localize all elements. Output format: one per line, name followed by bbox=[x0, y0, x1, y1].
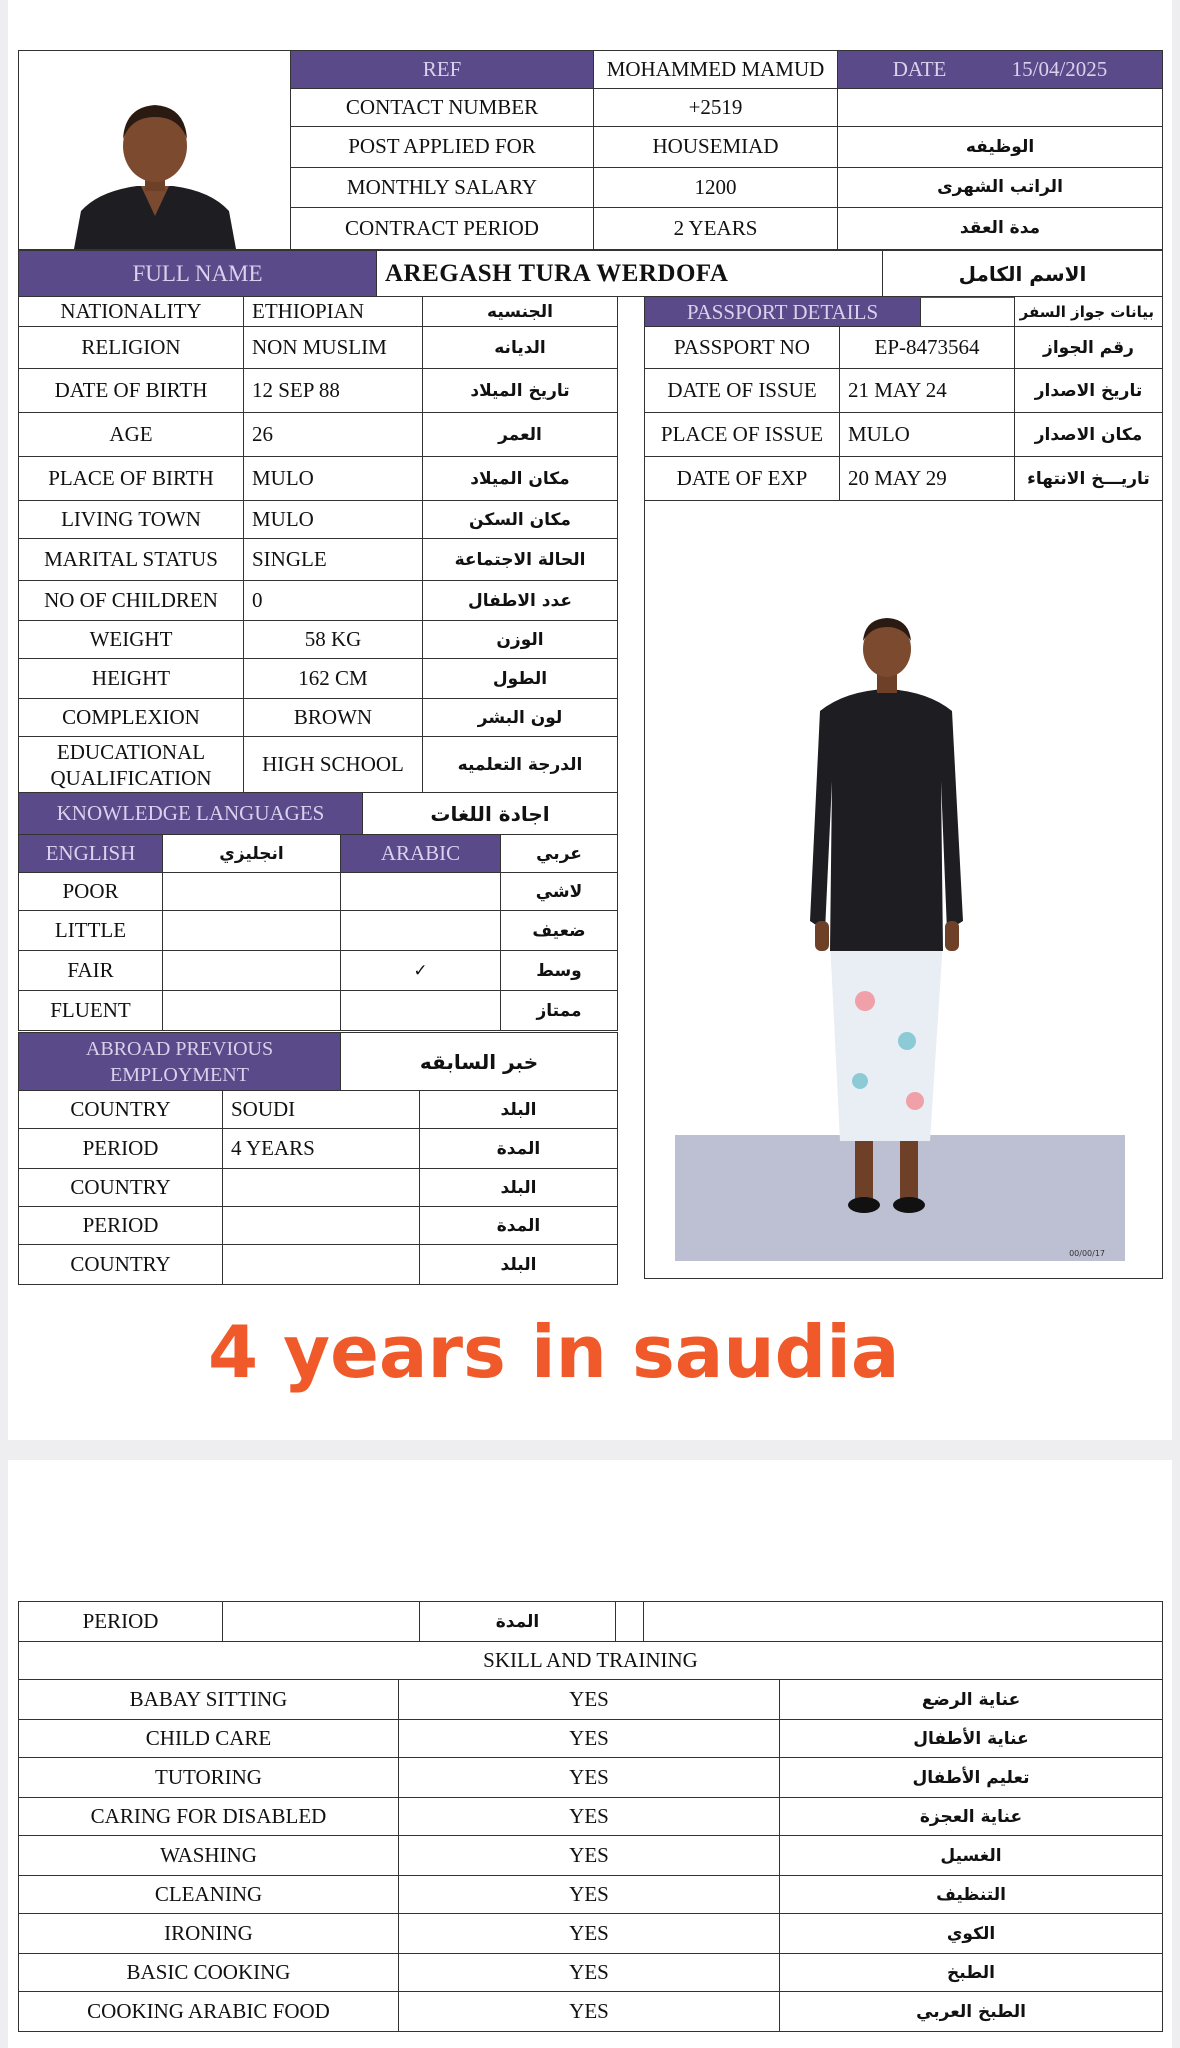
level-fair-arabic-check: ✓ bbox=[341, 951, 501, 991]
employment-period-2-ar: المدة bbox=[420, 1207, 618, 1245]
skill-value: YES bbox=[399, 1954, 780, 1992]
skill-value: YES bbox=[399, 1992, 780, 2032]
skill-ar: عناية الرضع bbox=[780, 1680, 1163, 1720]
nationality-value: ETHIOPIAN bbox=[244, 297, 423, 327]
weight-label: WEIGHT bbox=[19, 621, 244, 659]
fullname-table bbox=[18, 250, 1163, 297]
skill-value: YES bbox=[399, 1798, 780, 1836]
issue-date-ar: تاريخ الاصدار bbox=[1015, 369, 1163, 413]
weight-ar: الوزن bbox=[423, 621, 618, 659]
personal-rows bbox=[19, 297, 618, 793]
education-label: EDUCATIONAL QUALIFICATION bbox=[19, 737, 244, 793]
skill-label: CLEANING bbox=[19, 1876, 399, 1914]
employment-country-2-value bbox=[223, 1169, 420, 1207]
ref-label: REF bbox=[291, 51, 594, 89]
level-little-arabic bbox=[341, 911, 501, 951]
skill-value: YES bbox=[399, 1720, 780, 1758]
employment-country-3-label: COUNTRY bbox=[19, 1245, 223, 1285]
complexion-value: BROWN bbox=[244, 699, 423, 737]
level-fluent-arabic bbox=[341, 991, 501, 1031]
expiry-date-value: 20 MAY 29 bbox=[840, 457, 1015, 501]
employment-period-2-value bbox=[223, 1207, 420, 1245]
skill-ar: عناية الأطفال bbox=[780, 1720, 1163, 1758]
height-value: 162 CM bbox=[244, 659, 423, 699]
fullname-value: AREGASH TURA WERDOFA bbox=[377, 251, 883, 297]
employment-table bbox=[18, 1090, 618, 1285]
education-ar: الدرجة التعلميه bbox=[423, 737, 618, 793]
period-value bbox=[223, 1602, 420, 1642]
level-little-label: LITTLE bbox=[19, 911, 163, 951]
full-body-image bbox=[645, 501, 1160, 1277]
skill-ar: الطبخ العربي bbox=[780, 1992, 1163, 2032]
employment-header-table bbox=[18, 1032, 618, 1091]
english-ar: انجليزي bbox=[163, 835, 341, 873]
contact-ar bbox=[838, 89, 1163, 127]
skill-ar: تعليم الأطفال bbox=[780, 1758, 1163, 1798]
date-value: 15/04/2025 bbox=[1011, 57, 1108, 82]
skill-label: WASHING bbox=[19, 1836, 399, 1876]
languages-header-ar: اجادة اللغات bbox=[363, 793, 618, 835]
skill-ar: عناية العجزة bbox=[780, 1798, 1163, 1836]
pob-label: PLACE OF BIRTH bbox=[19, 457, 244, 501]
level-fair-english bbox=[163, 951, 341, 991]
level-poor-english bbox=[163, 873, 341, 911]
photo-stamp: 00/00/17 bbox=[1069, 1249, 1105, 1258]
fullname-label: FULL NAME bbox=[19, 251, 377, 297]
children-ar: عدد الاطفال bbox=[423, 581, 618, 621]
skills-table bbox=[18, 1641, 1163, 2032]
salary-ar: الراتب الشهرى bbox=[838, 167, 1163, 207]
cv-page-1 bbox=[8, 0, 1172, 1440]
employment-country-1-label: COUNTRY bbox=[19, 1091, 223, 1129]
religion-ar: الديانه bbox=[423, 327, 618, 369]
weight-value: 58 KG bbox=[244, 621, 423, 659]
cv-page-2 bbox=[8, 1460, 1172, 2048]
religion-label: RELIGION bbox=[19, 327, 244, 369]
employment-period-1-label: PERIOD bbox=[19, 1129, 223, 1169]
marital-label: MARITAL STATUS bbox=[19, 539, 244, 581]
passport-no-value: EP-8473564 bbox=[840, 327, 1015, 369]
skill-ar: الغسيل bbox=[780, 1836, 1163, 1876]
dob-ar: تاريخ الميلاد bbox=[423, 369, 618, 413]
skills-header: SKILL AND TRAINING bbox=[19, 1642, 1163, 1680]
header-table bbox=[18, 50, 1163, 250]
employment-country-1-ar: البلد bbox=[420, 1091, 618, 1129]
skill-value: YES bbox=[399, 1680, 780, 1720]
level-poor-ar: لاشي bbox=[501, 873, 618, 911]
date-label: DATE bbox=[892, 57, 947, 82]
expiry-date-ar: تاريـــخ الانتهاء bbox=[1015, 457, 1163, 501]
employment-country-1-value: SOUDI bbox=[223, 1091, 420, 1129]
period-spacer bbox=[616, 1602, 644, 1642]
arabic-ar: عربي bbox=[501, 835, 618, 873]
period-label: PERIOD bbox=[19, 1602, 223, 1642]
contact-label: CONTACT NUMBER bbox=[291, 89, 594, 127]
level-fluent-english bbox=[163, 991, 341, 1031]
contract-value: 2 YEARS bbox=[594, 207, 838, 249]
contract-ar: مدة العقد bbox=[838, 207, 1163, 249]
level-poor-label: POOR bbox=[19, 873, 163, 911]
nationality-label: NATIONALITY bbox=[19, 297, 244, 327]
post-ar: الوظيفه bbox=[838, 127, 1163, 167]
level-little-english bbox=[163, 911, 341, 951]
languages-table bbox=[18, 834, 618, 1031]
issue-place-ar: مكان الاصدار bbox=[1015, 413, 1163, 457]
marital-ar: الحالة الاجتماعة bbox=[423, 539, 618, 581]
headshot-image bbox=[19, 51, 291, 249]
expiry-date-label: DATE OF EXP bbox=[645, 457, 840, 501]
employment-country-3-value bbox=[223, 1245, 420, 1285]
employment-header-ar: خبر السابقه bbox=[341, 1033, 618, 1091]
post-label: POST APPLIED FOR bbox=[291, 127, 594, 167]
skill-label: IRONING bbox=[19, 1914, 399, 1954]
arabic-label: ARABIC bbox=[341, 835, 501, 873]
employment-period-2-label: PERIOD bbox=[19, 1207, 223, 1245]
skill-label: BABAY SITTING bbox=[19, 1680, 399, 1720]
level-fair-label: FAIR bbox=[19, 951, 163, 991]
pob-ar: مكان الميلاد bbox=[423, 457, 618, 501]
dob-value: 12 SEP 88 bbox=[244, 369, 423, 413]
skill-label: BASIC COOKING bbox=[19, 1954, 399, 1992]
passport-header-ar: بيانات جواز السفر bbox=[1015, 297, 1163, 327]
employment-country-3-ar: البلد bbox=[420, 1245, 618, 1285]
height-label: HEIGHT bbox=[19, 659, 244, 699]
complexion-ar: لون البشر bbox=[423, 699, 618, 737]
level-fluent-label: FLUENT bbox=[19, 991, 163, 1031]
headshot-photo bbox=[19, 51, 291, 250]
skill-value: YES bbox=[399, 1758, 780, 1798]
period-ar: المدة bbox=[420, 1602, 616, 1642]
employment-header: ABROAD PREVIOUS EMPLOYMENT bbox=[19, 1033, 341, 1091]
skill-ar: الكوي bbox=[780, 1914, 1163, 1954]
living-town-ar: مكان السكن bbox=[423, 501, 618, 539]
living-town-label: LIVING TOWN bbox=[19, 501, 244, 539]
passport-no-label: PASSPORT NO bbox=[645, 327, 840, 369]
children-value: 0 bbox=[244, 581, 423, 621]
skill-value: YES bbox=[399, 1876, 780, 1914]
ref-value: MOHAMMED MAMUD bbox=[594, 51, 838, 89]
contact-value: +2519 bbox=[594, 89, 838, 127]
skill-value: YES bbox=[399, 1914, 780, 1954]
dob-label: DATE OF BIRTH bbox=[19, 369, 244, 413]
issue-date-label: DATE OF ISSUE bbox=[645, 369, 840, 413]
skill-ar: الطبخ bbox=[780, 1954, 1163, 1992]
level-fair-ar: وسط bbox=[501, 951, 618, 991]
issue-place-value: MULO bbox=[840, 413, 1015, 457]
religion-value: NON MUSLIM bbox=[244, 327, 423, 369]
employment-country-2-ar: البلد bbox=[420, 1169, 618, 1207]
fullname-ar: الاسم الكامل bbox=[883, 251, 1163, 297]
skill-value: YES bbox=[399, 1836, 780, 1876]
children-label: NO OF CHILDREN bbox=[19, 581, 244, 621]
level-fluent-ar: ممتاز bbox=[501, 991, 618, 1031]
age-ar: العمر bbox=[423, 413, 618, 457]
experience-banner: 4 years in saudia bbox=[208, 1310, 900, 1394]
salary-value: 1200 bbox=[594, 167, 838, 207]
english-label: ENGLISH bbox=[19, 835, 163, 873]
employment-period-1-ar: المدة bbox=[420, 1129, 618, 1169]
date-cell bbox=[838, 51, 1163, 89]
nationality-ar: الجنسيه bbox=[423, 297, 618, 327]
level-little-ar: ضعيف bbox=[501, 911, 618, 951]
height-ar: الطول bbox=[423, 659, 618, 699]
skill-label: COOKING ARABIC FOOD bbox=[19, 1992, 399, 2032]
post-value: HOUSEMIAD bbox=[594, 127, 838, 167]
age-label: AGE bbox=[19, 413, 244, 457]
employment-period-1-value: 4 YEARS bbox=[223, 1129, 420, 1169]
period-extra bbox=[644, 1602, 1163, 1642]
skill-ar: التنظيف bbox=[780, 1876, 1163, 1914]
complexion-label: COMPLEXION bbox=[19, 699, 244, 737]
passport-header-label: PASSPORT DETAILS bbox=[645, 298, 921, 326]
education-value: HIGH SCHOOL bbox=[244, 737, 423, 793]
full-body-photo bbox=[645, 501, 1163, 1279]
languages-header: KNOWLEDGE LANGUAGES bbox=[19, 793, 363, 835]
marital-value: SINGLE bbox=[244, 539, 423, 581]
skill-label: CHILD CARE bbox=[19, 1720, 399, 1758]
living-town-value: MULO bbox=[244, 501, 423, 539]
employment-country-2-label: COUNTRY bbox=[19, 1169, 223, 1207]
issue-place-label: PLACE OF ISSUE bbox=[645, 413, 840, 457]
period-table bbox=[18, 1601, 1163, 1642]
pob-value: MULO bbox=[244, 457, 423, 501]
issue-date-value: 21 MAY 24 bbox=[840, 369, 1015, 413]
passport-header bbox=[645, 297, 1015, 327]
personal-table bbox=[18, 296, 618, 793]
level-poor-arabic bbox=[341, 873, 501, 911]
age-value: 26 bbox=[244, 413, 423, 457]
languages-header-table bbox=[18, 792, 618, 835]
passport-no-ar: رقم الجواز bbox=[1015, 327, 1163, 369]
passport-table bbox=[644, 296, 1163, 1279]
salary-label: MONTHLY SALARY bbox=[291, 167, 594, 207]
skill-label: CARING FOR DISABLED bbox=[19, 1798, 399, 1836]
skill-label: TUTORING bbox=[19, 1758, 399, 1798]
contract-label: CONTRACT PERIOD bbox=[291, 207, 594, 249]
